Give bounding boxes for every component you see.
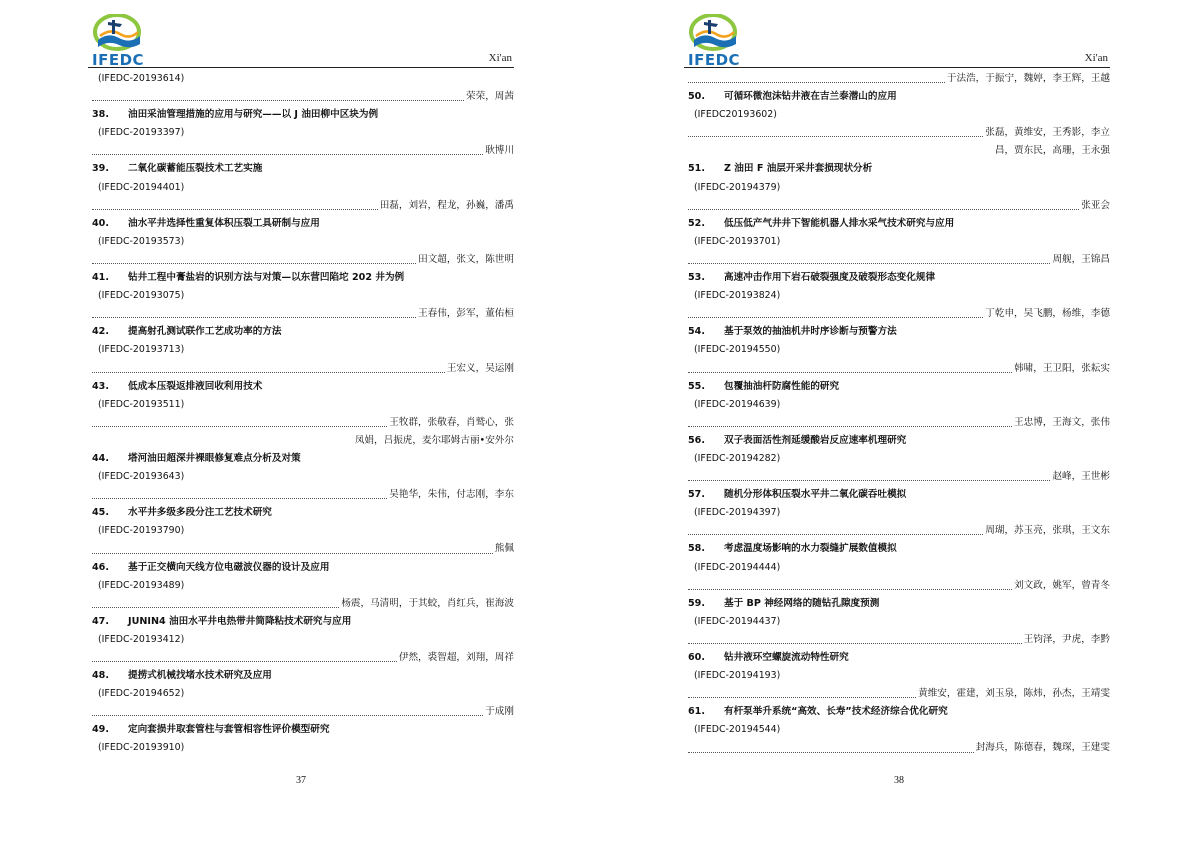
paper-number: 42.	[92, 326, 109, 338]
dot-leader	[688, 696, 916, 698]
paper-title: 提捞式机械找堵水技术研究及应用	[128, 670, 272, 682]
paper-number: 44.	[92, 452, 109, 464]
paper-authors: 周瑚，苏玉亮，张琪，王文东	[985, 525, 1110, 537]
toc-list	[92, 70, 514, 758]
paper-authors: 张亚会	[1081, 199, 1110, 211]
paper-authors: 伊然，裘智超，刘翔，周祥	[398, 652, 514, 663]
paper-title: 考虑温度场影响的水力裂缝扩展数值模拟	[724, 543, 897, 555]
paper-code: (IFEDC20193602)	[694, 109, 777, 121]
paper-authors-row	[92, 595, 514, 613]
paper-code: (IFEDC-20193397)	[98, 127, 185, 139]
paper-code: (IFEDC-20193790)	[98, 525, 185, 537]
paper-title: 可循环微泡沫钻井液在吉兰泰潜山的应用	[724, 91, 897, 103]
dot-leader	[688, 533, 983, 535]
paper-authors: 封海兵，陈德春，魏琛，王建雯	[975, 742, 1110, 754]
paper-number: 52.	[688, 217, 705, 229]
paper-title: Z 油田 F 油层开采井套损现状分析	[724, 163, 873, 175]
paper-authors-row	[92, 486, 514, 504]
paper-authors-row	[688, 197, 1110, 215]
paper-authors-row	[92, 414, 514, 432]
paper-title: 油田采油管理措施的应用与研究——以 J 油田柳中区块为例	[128, 109, 379, 121]
paper-title-row	[688, 486, 1110, 504]
paper-code: (IFEDC-20193643)	[98, 471, 185, 483]
header-rule	[684, 67, 1110, 68]
paper-authors: 韩啸，王卫阳，张耘实	[1014, 362, 1110, 374]
paper-code: (IFEDC-20194544)	[694, 724, 781, 736]
paper-number: 51.	[688, 163, 705, 175]
paper-authors-row	[688, 685, 1110, 703]
paper-title-row	[688, 649, 1110, 667]
paper-title: 低压低产气井井下智能机器人排水采气技术研究与应用	[724, 217, 955, 229]
paper-authors-row	[688, 414, 1110, 432]
header-location: Xi'an	[1084, 52, 1108, 64]
paper-title: 水平井多级多段分注工艺技术研究	[128, 507, 272, 519]
paper-authors-continued: 凤娟，吕振虎，麦尔耶姆古丽•安外尔	[354, 434, 514, 446]
paper-authors: 丁乾申，吴飞鹏，杨维，李德	[985, 308, 1110, 320]
dot-leader	[92, 714, 483, 716]
paper-authors-row	[688, 739, 1110, 757]
paper-authors: 荣荣，周茜	[466, 91, 514, 103]
paper-title-row	[92, 721, 514, 739]
dot-leader	[688, 208, 1079, 210]
paper-code: (IFEDC-20193412)	[98, 633, 185, 645]
paper-title: 高速冲击作用下岩石破裂强度及破裂形态变化规律	[724, 272, 936, 284]
paper-number: 55.	[688, 380, 705, 392]
dot-leader	[688, 479, 1050, 481]
paper-title-row	[688, 540, 1110, 558]
header-location: Xi'an	[488, 52, 512, 64]
paper-authors: 王忠博，王海文，张伟	[1014, 416, 1110, 428]
paper-number: 41.	[92, 272, 109, 284]
dot-leader	[92, 425, 387, 427]
paper-title: 油水平井选择性重复体积压裂工具研制与应用	[128, 217, 320, 229]
paper-title-row	[92, 504, 514, 522]
paper-authors: 王春伟，彭军，董佑桓	[418, 308, 514, 320]
paper-authors-row	[688, 124, 1110, 142]
paper-title: 包覆抽油杆防腐性能的研究	[724, 380, 840, 392]
paper-authors-continued: 昌，贾东民，高珊，王永强	[994, 145, 1110, 157]
paper-code: (IFEDC-20193511)	[98, 398, 185, 410]
logo-text: IFEDC	[688, 51, 741, 69]
paper-authors: 张磊，黄维安，王秀影，李立	[985, 127, 1110, 139]
dot-leader	[688, 425, 1012, 427]
paper-authors-row	[688, 631, 1110, 649]
paper-code: (IFEDC-20194193)	[694, 670, 781, 682]
paper-title-row	[688, 432, 1110, 450]
paper-authors: 吴艳华，朱伟，付志刚，李东	[389, 489, 514, 501]
paper-code: (IFEDC-20193614)	[98, 73, 185, 84]
paper-authors: 赵峰，王世彬	[1052, 471, 1110, 483]
paper-number: 40.	[92, 217, 109, 229]
paper-title-row	[688, 703, 1110, 721]
paper-code: (IFEDC-20194379)	[694, 181, 781, 193]
paper-number: 45.	[92, 507, 109, 519]
paper-title: 低成本压裂返排液回收利用技术	[128, 380, 263, 392]
page-number: 37	[296, 775, 306, 786]
paper-number: 59.	[688, 597, 705, 609]
dot-leader	[688, 81, 945, 83]
paper-number: 46.	[92, 561, 109, 573]
paper-authors: 王宏义，吴运刚	[446, 362, 514, 374]
dot-leader	[688, 642, 1022, 644]
paper-number: 47.	[92, 615, 109, 627]
paper-authors: 周舰，王锦昌	[1052, 253, 1110, 265]
paper-number: 53.	[688, 272, 705, 284]
dot-leader	[92, 316, 416, 318]
paper-code: (IFEDC-20193573)	[98, 235, 185, 247]
paper-authors: 黄维安，霍建，刘玉泉，陈炜，孙杰，王靖雯	[918, 688, 1110, 700]
paper-title: JUNIN4 油田水平井电热带井筒降粘技术研究与应用	[128, 615, 352, 627]
paper-title: 塔河油田超深井裸眼修复难点分析及对策	[128, 452, 301, 464]
paper-title-row	[92, 613, 514, 631]
paper-title-row	[92, 323, 514, 341]
paper-title-row	[92, 269, 514, 287]
paper-authors: 杨震，马清明，于其蛟，肖红兵，崔海波	[341, 597, 514, 609]
paper-authors: 田磊，刘岩，程龙，孙巍，潘禹	[379, 199, 514, 211]
dot-leader	[92, 497, 387, 499]
paper-title: 基于 BP 神经网络的随钻孔隙度预测	[724, 597, 880, 609]
dot-leader	[688, 316, 983, 318]
paper-code: (IFEDC-20193824)	[694, 290, 781, 302]
paper-authors-row	[92, 142, 514, 160]
paper-authors: 耿博川	[485, 145, 514, 157]
paper-code: (IFEDC-20193713)	[98, 344, 185, 356]
dot-leader	[92, 262, 416, 264]
dot-leader	[92, 371, 445, 373]
paper-number: 43.	[92, 380, 109, 392]
paper-title: 基于泵效的抽油机井时序诊断与预警方法	[724, 326, 897, 338]
paper-authors-row	[92, 540, 514, 558]
paper-number: 58.	[688, 543, 705, 555]
paper-code: (IFEDC-20194652)	[98, 688, 185, 700]
paper-title-row	[92, 450, 514, 468]
paper-title: 定向套损井取套管柱与套管相容性评价模型研究	[128, 724, 330, 736]
paper-title: 钻井工程中膏盐岩的识别方法与对策—以东营凹陷坨 202 井为例	[128, 272, 405, 284]
paper-authors-row	[688, 251, 1110, 269]
paper-number: 61.	[688, 706, 705, 718]
paper-authors-row	[688, 577, 1110, 595]
paper-authors: 于法浩，于振宁，魏婷，李王辉，王越	[946, 73, 1110, 84]
dot-leader	[688, 262, 1050, 264]
paper-title-row	[688, 378, 1110, 396]
paper-authors-row	[92, 360, 514, 378]
paper-title-row	[688, 160, 1110, 178]
paper-number: 60.	[688, 652, 705, 663]
paper-code: (IFEDC-20194437)	[694, 615, 781, 627]
paper-number: 56.	[688, 434, 705, 446]
paper-number: 49.	[92, 724, 109, 736]
dot-leader	[688, 371, 1012, 373]
paper-title: 有杆泵举升系统“高效、长寿”技术经济综合优化研究	[724, 706, 948, 718]
paper-code: (IFEDC-20194639)	[694, 398, 781, 410]
right-page	[596, 0, 1192, 842]
paper-title-row	[92, 160, 514, 178]
paper-title-row	[688, 215, 1110, 233]
paper-title-row	[92, 215, 514, 233]
paper-authors-row	[92, 197, 514, 215]
paper-code: (IFEDC-20194282)	[694, 452, 781, 464]
paper-authors: 王牧群，张敬春，肖鹫心，张	[389, 416, 514, 428]
paper-code: (IFEDC-20193075)	[98, 290, 185, 302]
logo-emblem-icon	[682, 14, 748, 54]
dot-leader	[92, 606, 339, 608]
paper-title: 基于正交横向天线方位电磁波仪器的设计及应用	[128, 561, 330, 573]
dot-leader	[92, 153, 483, 155]
paper-code: (IFEDC-20194444)	[694, 561, 781, 573]
paper-code: (IFEDC-20193701)	[694, 235, 781, 247]
paper-authors: 田文超，张文，陈世明	[418, 253, 514, 265]
paper-authors-row	[92, 649, 514, 667]
paper-code: (IFEDC-20194550)	[694, 344, 781, 356]
paper-title-row	[92, 667, 514, 685]
page-number: 38	[894, 775, 904, 786]
paper-authors-row	[92, 305, 514, 323]
paper-authors: 王钧泽，尹虎，李黔	[1023, 633, 1110, 645]
paper-authors: 熊佩	[494, 543, 514, 555]
paper-authors-row	[688, 305, 1110, 323]
logo-text: IFEDC	[92, 51, 145, 69]
paper-title: 提高射孔测试联作工艺成功率的方法	[128, 326, 282, 338]
dot-leader	[92, 552, 493, 554]
paper-number: 54.	[688, 326, 705, 338]
toc-list	[688, 70, 1110, 758]
paper-title: 随机分形体积压裂水平井二氧化碳吞吐模拟	[724, 489, 907, 501]
paper-authors: 刘文政，姚军，曾青冬	[1014, 579, 1110, 591]
ifedc-logo	[682, 14, 748, 68]
header-rule	[88, 67, 514, 68]
dot-leader	[92, 208, 378, 210]
paper-authors-row	[92, 703, 514, 721]
paper-code: (IFEDC-20194401)	[98, 181, 185, 193]
dot-leader	[688, 751, 974, 753]
paper-authors-row	[688, 468, 1110, 486]
paper-authors-row	[92, 251, 514, 269]
paper-title: 双子表面活性剂延缓酸岩反应速率机理研究	[724, 434, 907, 446]
paper-title-row	[92, 106, 514, 124]
paper-code: (IFEDC-20194397)	[694, 507, 781, 519]
paper-title: 钻井液环空螺旋流动特性研究	[724, 652, 849, 663]
paper-number: 39.	[92, 163, 109, 175]
paper-number: 48.	[92, 670, 109, 682]
paper-title-row	[688, 269, 1110, 287]
paper-number: 57.	[688, 489, 705, 501]
paper-title-row	[688, 595, 1110, 613]
paper-title-row	[92, 559, 514, 577]
paper-authors-row	[92, 88, 514, 106]
logo-emblem-icon	[86, 14, 152, 54]
paper-authors-row	[688, 522, 1110, 540]
dot-leader	[688, 135, 983, 137]
paper-code: (IFEDC-20193910)	[98, 742, 185, 754]
paper-number: 50.	[688, 91, 705, 103]
dot-leader	[92, 99, 464, 101]
paper-title-row	[688, 88, 1110, 106]
paper-authors-row	[688, 70, 1110, 88]
paper-title-row	[688, 323, 1110, 341]
dot-leader	[92, 660, 397, 662]
paper-title-row	[92, 378, 514, 396]
paper-authors-row	[688, 360, 1110, 378]
dot-leader	[688, 588, 1012, 590]
ifedc-logo	[86, 14, 152, 68]
paper-authors: 于成刚	[485, 706, 514, 718]
paper-number: 38.	[92, 109, 109, 121]
paper-code: (IFEDC-20193489)	[98, 579, 185, 591]
paper-title: 二氧化碳蓄能压裂技术工艺实施	[128, 163, 263, 175]
